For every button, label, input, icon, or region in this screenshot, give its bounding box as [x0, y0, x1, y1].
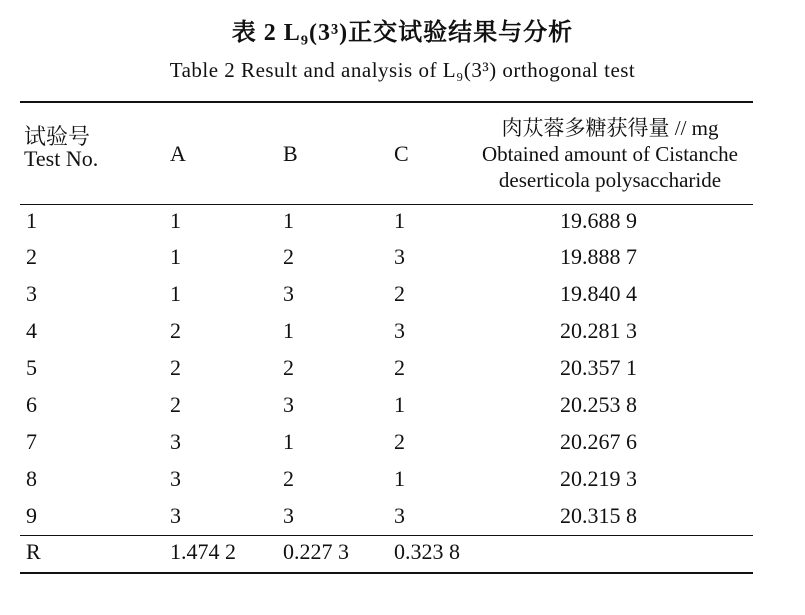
cell-c: 1: [394, 208, 405, 233]
cell-test-no: 1: [26, 208, 37, 233]
cell-c: 3: [394, 503, 405, 528]
cell-c: 3: [394, 318, 405, 343]
cell-yield: 20.267 6: [560, 429, 637, 454]
cell-test-no: 6: [26, 392, 37, 417]
cell-yield: 20.253 8: [560, 392, 637, 417]
cell-yield: 20.315 8: [560, 503, 637, 528]
cell-c: 2: [394, 355, 405, 380]
cell-b: 2: [283, 244, 294, 269]
header-factor-b: B: [283, 141, 298, 166]
cell-c: 2: [394, 429, 405, 454]
cell-test-no: 8: [26, 466, 37, 491]
header-test-no-cn: 试验号: [24, 124, 91, 149]
cell-a: 1: [170, 281, 181, 306]
table-row: [0, 503, 805, 539]
cell-c: 3: [394, 244, 405, 269]
cell-c: 2: [394, 281, 405, 306]
header-factor-c: C: [394, 141, 409, 166]
cell-yield: 19.840 4: [560, 281, 637, 306]
table-row: [0, 392, 805, 428]
range-c: 0.323 8: [394, 539, 460, 564]
cell-a: 3: [170, 466, 181, 491]
table-row: [0, 355, 805, 391]
table-title-cn: 表 2 L₉(3³)正交试验结果与分析: [231, 20, 574, 46]
table-row: [0, 281, 805, 317]
cell-test-no: 3: [26, 281, 37, 306]
cell-b: 3: [283, 281, 294, 306]
table-range-rule: [20, 535, 753, 536]
cell-yield: 20.357 1: [560, 355, 637, 380]
cell-test-no: 7: [26, 429, 37, 454]
cell-yield: 19.688 9: [560, 208, 637, 233]
cell-c: 1: [394, 392, 405, 417]
cell-test-no: 5: [26, 355, 37, 380]
cell-b: 1: [283, 429, 294, 454]
header-yield-cn: 肉苁蓉多糖获得量 // mg: [501, 116, 719, 140]
cell-yield: 20.219 3: [560, 466, 637, 491]
table-title-en: Table 2 Result and analysis of L₉(3³) orthogonal test: [169, 58, 636, 82]
cell-yield: 20.281 3: [560, 318, 637, 343]
cell-c: 1: [394, 466, 405, 491]
cell-test-no: 4: [26, 318, 37, 343]
cell-b: 3: [283, 392, 294, 417]
table-row: [0, 244, 805, 280]
table-row: [0, 208, 805, 244]
cell-test-no: 2: [26, 244, 37, 269]
cell-b: 1: [283, 208, 294, 233]
table-row: [0, 429, 805, 465]
header-yield-en-line2: deserticola polysaccharide: [498, 168, 722, 192]
header-yield: [455, 115, 765, 193]
cell-a: 3: [170, 503, 181, 528]
cell-b: 3: [283, 503, 294, 528]
cell-a: 2: [170, 355, 181, 380]
cell-b: 2: [283, 466, 294, 491]
table-bottom-rule: [20, 572, 753, 574]
cell-test-no: 9: [26, 503, 37, 528]
cell-b: 1: [283, 318, 294, 343]
range-a: 1.474 2: [170, 539, 236, 564]
header-yield-en-line1: Obtained amount of Cistanche: [481, 142, 739, 166]
range-row: [0, 539, 805, 575]
header-factor-a: A: [170, 141, 186, 166]
header-test-no-en: Test No.: [24, 146, 99, 171]
table-row: [0, 318, 805, 354]
cell-a: 2: [170, 318, 181, 343]
range-label: R: [26, 539, 41, 564]
table-row: [0, 466, 805, 502]
header-test-no: [24, 126, 98, 170]
cell-yield: 19.888 7: [560, 244, 637, 269]
cell-a: 3: [170, 429, 181, 454]
cell-a: 1: [170, 244, 181, 269]
table-top-rule: [20, 101, 753, 103]
cell-a: 2: [170, 392, 181, 417]
cell-b: 2: [283, 355, 294, 380]
range-b: 0.227 3: [283, 539, 349, 564]
cell-a: 1: [170, 208, 181, 233]
table-header-rule: [20, 204, 753, 205]
